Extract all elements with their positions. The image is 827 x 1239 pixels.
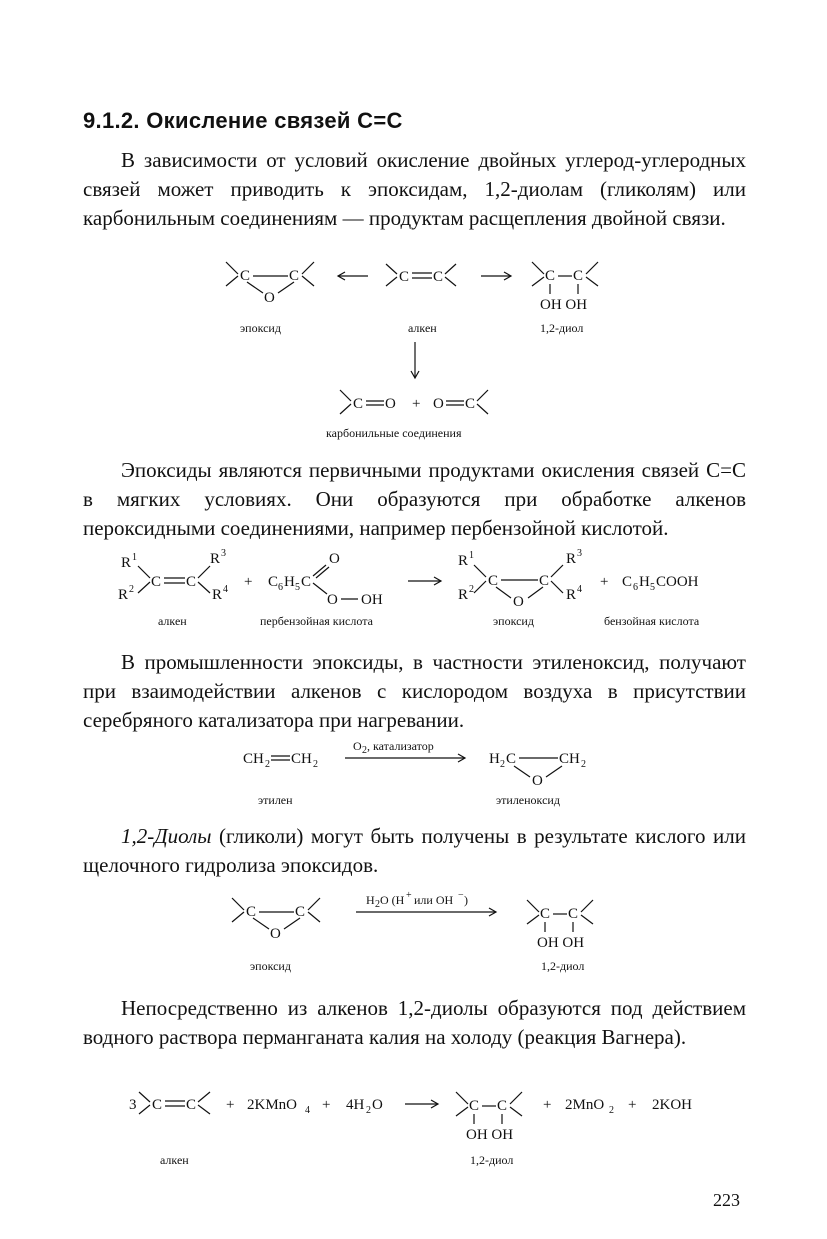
diol-caption: 1,2-диол bbox=[470, 1153, 514, 1167]
svg-text:−: − bbox=[458, 890, 464, 901]
ethylene-oxide-caption: этиленоксид bbox=[496, 793, 560, 807]
svg-text:CH: CH bbox=[559, 751, 580, 767]
svg-text:O: O bbox=[329, 551, 340, 567]
svg-text:O: O bbox=[433, 396, 444, 412]
svg-text:O (H: O (H bbox=[380, 893, 405, 907]
svg-text:2: 2 bbox=[469, 584, 474, 595]
svg-text:C: C bbox=[545, 268, 556, 284]
svg-text:OH OH: OH OH bbox=[466, 1127, 514, 1143]
svg-text:C: C bbox=[433, 269, 444, 285]
svg-text:C: C bbox=[240, 268, 251, 284]
svg-text:2: 2 bbox=[129, 584, 134, 595]
paragraph-4 bbox=[83, 822, 746, 880]
benzoic-acid bbox=[622, 574, 699, 593]
svg-text:C: C bbox=[506, 751, 517, 767]
potassium-hydroxide: 2KOH bbox=[652, 1097, 692, 1113]
svg-text:или OH: или OH bbox=[414, 893, 454, 907]
paragraph-4-rest: (гликоли) могут быть получены в результате кислого или щелочного гидролиза эпоксидов. bbox=[83, 824, 746, 877]
svg-text:O: O bbox=[532, 773, 543, 789]
svg-text:C: C bbox=[268, 574, 279, 590]
scheme-wagner-reaction bbox=[0, 1082, 827, 1174]
svg-text:+: + bbox=[226, 1097, 235, 1113]
scheme-prilezhaev bbox=[0, 543, 827, 633]
svg-text:C: C bbox=[186, 1097, 197, 1113]
epoxide-caption: эпоксид bbox=[493, 614, 534, 628]
svg-text:H: H bbox=[639, 574, 650, 590]
paragraph-1: В зависимости от условий окисление двойных углерод-углеродных связей может приводить к эпоксидам, 1,2-диолам (гликолям) или карбонильным соединениям — продуктам расщепления двойной связи. bbox=[83, 148, 746, 230]
diol-structure bbox=[532, 262, 598, 313]
svg-text:+: + bbox=[628, 1097, 637, 1113]
diol-caption: 1,2-диол bbox=[541, 959, 585, 973]
svg-text:): ) bbox=[464, 893, 468, 907]
ethylene-structure bbox=[243, 751, 318, 770]
perbenzoic-acid-caption: пербензойная кислота bbox=[260, 614, 373, 628]
svg-text:2: 2 bbox=[581, 759, 586, 770]
svg-text:C: C bbox=[295, 904, 306, 920]
svg-text:COOH: COOH bbox=[656, 574, 699, 590]
svg-text:O: O bbox=[372, 1097, 383, 1113]
svg-text:2: 2 bbox=[500, 759, 505, 770]
svg-text:3: 3 bbox=[577, 548, 582, 559]
alkene-caption: алкен bbox=[158, 614, 187, 628]
benzoic-acid-caption: бензойная кислота bbox=[604, 614, 700, 628]
arrow-right bbox=[408, 577, 441, 585]
svg-text:OH OH: OH OH bbox=[537, 935, 585, 951]
svg-text:+: + bbox=[600, 574, 609, 590]
arrow-down bbox=[411, 342, 419, 378]
svg-text:C: C bbox=[540, 906, 551, 922]
svg-text:2: 2 bbox=[265, 759, 270, 770]
svg-text:C: C bbox=[465, 396, 476, 412]
section-title: Окисление связей C=C bbox=[146, 108, 403, 133]
paragraph-2: Эпоксиды являются первичными продуктами окисления связей C=C в мягких условиях. Они образуются при обработке алкенов пероксидными соединениями, например пербензойной кислотой. bbox=[83, 458, 746, 540]
alkene-caption: алкен bbox=[160, 1153, 189, 1167]
svg-text:2MnO: 2MnO bbox=[565, 1097, 605, 1113]
svg-text:5: 5 bbox=[650, 582, 655, 593]
svg-text:CH: CH bbox=[243, 751, 264, 767]
svg-text:R: R bbox=[458, 587, 469, 603]
plus-sign: + bbox=[412, 396, 421, 412]
diols-term: 1,2-Диолы bbox=[121, 824, 212, 848]
svg-text:R: R bbox=[210, 551, 221, 567]
alkene-structure bbox=[139, 1092, 210, 1114]
scheme-ethylene-oxidation bbox=[0, 733, 827, 813]
page-number: 223 bbox=[713, 1190, 740, 1210]
svg-text:C: C bbox=[539, 573, 550, 589]
epoxide-structure bbox=[232, 898, 320, 942]
ethylene-oxide-structure bbox=[489, 751, 586, 789]
svg-text:C: C bbox=[151, 574, 162, 590]
svg-text:CH: CH bbox=[291, 751, 312, 767]
svg-text:+: + bbox=[406, 890, 412, 901]
svg-text:R: R bbox=[121, 555, 132, 571]
svg-text:C: C bbox=[246, 904, 257, 920]
svg-text:C: C bbox=[497, 1098, 508, 1114]
svg-text:2: 2 bbox=[366, 1105, 371, 1116]
svg-text:C: C bbox=[186, 574, 197, 590]
svg-text:O: O bbox=[385, 396, 396, 412]
svg-text:H: H bbox=[284, 574, 295, 590]
svg-text:C: C bbox=[622, 574, 633, 590]
svg-text:H: H bbox=[489, 751, 500, 767]
scheme-epoxide-hydrolysis bbox=[0, 886, 827, 976]
svg-text:4: 4 bbox=[577, 584, 582, 595]
arrow-right bbox=[405, 1100, 438, 1108]
svg-text:R: R bbox=[566, 551, 577, 567]
carbonyl-caption: карбонильные соединения bbox=[326, 426, 462, 440]
svg-text:R: R bbox=[212, 587, 223, 603]
svg-text:4H: 4H bbox=[346, 1097, 365, 1113]
alkene-caption: алкен bbox=[408, 321, 437, 335]
svg-text:O: O bbox=[353, 739, 362, 753]
svg-text:O: O bbox=[270, 926, 281, 942]
substituted-alkene bbox=[118, 548, 228, 603]
svg-text:OH: OH bbox=[361, 592, 383, 608]
svg-text:6: 6 bbox=[633, 582, 638, 593]
svg-text:C: C bbox=[301, 574, 312, 590]
arrow-left bbox=[338, 272, 368, 280]
ethylene-caption: этилен bbox=[258, 793, 293, 807]
carbonyl-structures bbox=[340, 390, 488, 414]
svg-text:C: C bbox=[488, 573, 499, 589]
svg-text:, катализатор: , катализатор bbox=[367, 739, 434, 753]
diol-caption: 1,2-диол bbox=[540, 321, 584, 335]
svg-text:3: 3 bbox=[221, 548, 226, 559]
svg-text:C: C bbox=[289, 268, 300, 284]
scheme-alkene-oxidation bbox=[0, 250, 827, 445]
paragraph-5: Непосредственно из алкенов 1,2-диолы образуются под действием водного раствора перманганата калия на холоду (реакция Вагнера). bbox=[83, 996, 746, 1049]
svg-text:4: 4 bbox=[305, 1105, 310, 1116]
section-heading bbox=[83, 108, 403, 134]
substituted-epoxide bbox=[458, 548, 582, 610]
svg-text:+: + bbox=[543, 1097, 552, 1113]
svg-text:1: 1 bbox=[469, 550, 474, 561]
svg-text:C: C bbox=[152, 1097, 163, 1113]
epoxide-caption: эпоксид bbox=[240, 321, 281, 335]
svg-text:C: C bbox=[353, 396, 364, 412]
svg-text:4: 4 bbox=[223, 584, 228, 595]
perbenzoic-acid bbox=[268, 551, 383, 608]
svg-text:2: 2 bbox=[362, 745, 367, 756]
svg-text:R: R bbox=[566, 587, 577, 603]
svg-text:C: C bbox=[573, 268, 584, 284]
svg-text:O: O bbox=[513, 594, 524, 610]
svg-text:5: 5 bbox=[295, 582, 300, 593]
svg-text:2KMnO: 2KMnO bbox=[247, 1097, 298, 1113]
alkene-structure bbox=[386, 264, 456, 286]
arrow-right bbox=[481, 272, 511, 280]
diol-structure bbox=[527, 900, 593, 951]
svg-text:O: O bbox=[327, 592, 338, 608]
svg-text:C: C bbox=[568, 906, 579, 922]
svg-text:H: H bbox=[366, 893, 375, 907]
svg-text:OH OH: OH OH bbox=[540, 297, 588, 313]
epoxide-caption: эпоксид bbox=[250, 959, 291, 973]
svg-text:2: 2 bbox=[609, 1105, 614, 1116]
svg-text:C: C bbox=[399, 269, 410, 285]
svg-text:6: 6 bbox=[278, 582, 283, 593]
svg-text:R: R bbox=[118, 587, 129, 603]
svg-text:1: 1 bbox=[132, 552, 137, 563]
svg-text:+: + bbox=[244, 574, 253, 590]
epoxide-structure bbox=[226, 262, 314, 306]
diol-structure bbox=[456, 1092, 522, 1143]
paragraph-3: В промышленности эпоксиды, в частности этиленоксид, получают при взаимодействии алкенов с кислородом воздуха в присутствии серебряного катализатора при нагревании. bbox=[83, 650, 746, 732]
svg-text:2: 2 bbox=[375, 899, 380, 910]
svg-text:O: O bbox=[264, 290, 275, 306]
svg-text:2: 2 bbox=[313, 759, 318, 770]
svg-text:C: C bbox=[469, 1098, 480, 1114]
coefficient: 3 bbox=[129, 1097, 137, 1113]
section-number: 9.1.2. bbox=[83, 108, 140, 133]
svg-text:+: + bbox=[322, 1097, 331, 1113]
svg-text:R: R bbox=[458, 553, 469, 569]
